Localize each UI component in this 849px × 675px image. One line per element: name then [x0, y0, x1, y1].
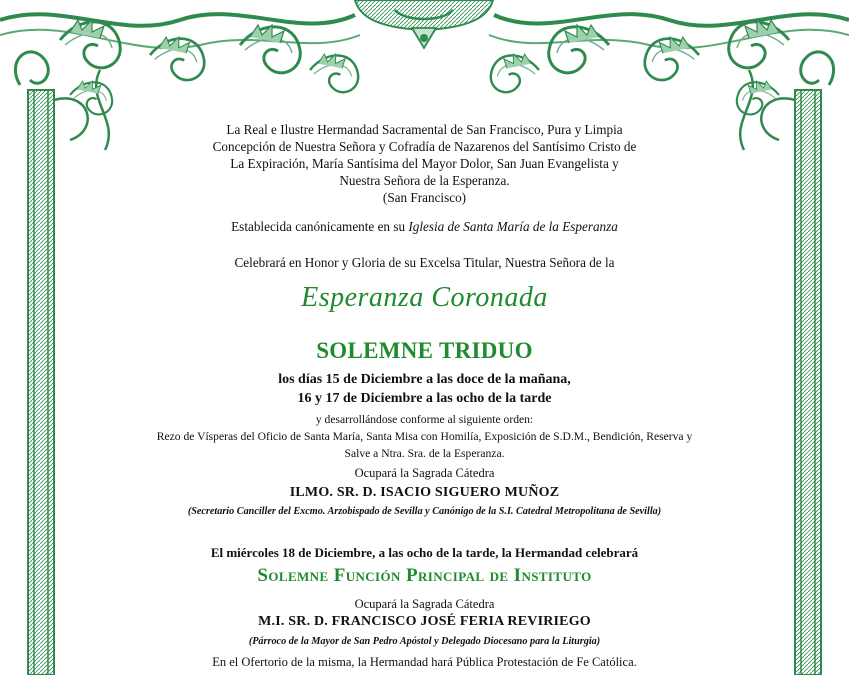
date-line: 16 y 17 de Diciembre a las ocho de la tarde: [297, 391, 552, 406]
triduo-title: SOLEMNE TRIDUO: [316, 338, 533, 363]
ofertorio-line: En el Ofertorio de la misma, la Hermandad hará Pública Protestación de Fe Católica.: [212, 655, 637, 669]
intro-line: La Expiración, María Santísima del Mayor Dolor, San Juan Evangelista y: [230, 156, 619, 171]
titular-heading: Esperanza Coronada: [301, 282, 548, 313]
triduo-speaker: ILMO. SR. D. ISACIO SIGUERO MUÑOZ: [289, 485, 560, 500]
established-line: [0, 219, 849, 235]
date-line: los días 15 de Diciembre a las doce de la mañana,: [278, 372, 571, 387]
intro-line: Concepción de Nuestra Señora y Cofradía de Nazarenos del Santísimo Cristo de: [212, 139, 637, 154]
order-line: Rezo de Vísperas del Oficio de Santa María, Santa Misa con Homilía, Exposición de S.D.M., Bendición, Reserva y: [156, 430, 693, 443]
order-line: Salve a Ntra. Sra. de la Esperanza.: [344, 447, 505, 460]
order-intro: y desarrollándose conforme al siguiente orden:: [315, 413, 534, 426]
triduo-dates: [0, 370, 849, 408]
intro-line: Nuestra Señora de la Esperanza.: [339, 173, 510, 188]
church-name: Iglesia de Santa María de la Esperanza: [408, 219, 618, 234]
funcion-intro: El miércoles 18 de Diciembre, a las ocho de la tarde, la Hermandad celebrará: [210, 545, 639, 560]
intro-line: La Real e Ilustre Hermandad Sacramental de San Francisco, Pura y Limpia: [226, 122, 623, 137]
funcion-speaker: M.I. SR. D. FRANCISCO JOSÉ FERIA REVIRIEGO: [258, 614, 591, 629]
funcion-speaker-note: (Párroco de la Mayor de San Pedro Apóstol y Delegado Diocesano para la Liturgia): [248, 636, 601, 647]
brotherhood-title: [120, 121, 729, 206]
established-prefix: Establecida canónicamente en su: [231, 219, 409, 234]
catedra-line: Ocupará la Sagrada Cátedra: [354, 597, 495, 611]
intro-line: (San Francisco): [382, 190, 467, 205]
celebration-line: Celebrará en Honor y Gloria de su Excelsa Titular, Nuestra Señora de la: [234, 255, 615, 270]
triduo-speaker-note: (Secretario Canciller del Excmo. Arzobispado de Sevilla y Canónigo de la S.I. Catedral Metropolitana de Sevilla): [187, 506, 662, 517]
funcion-title: Solemne Función Principal de Instituto: [257, 565, 592, 586]
triduo-order: [100, 411, 749, 462]
catedra-line: Ocupará la Sagrada Cátedra: [354, 466, 495, 480]
